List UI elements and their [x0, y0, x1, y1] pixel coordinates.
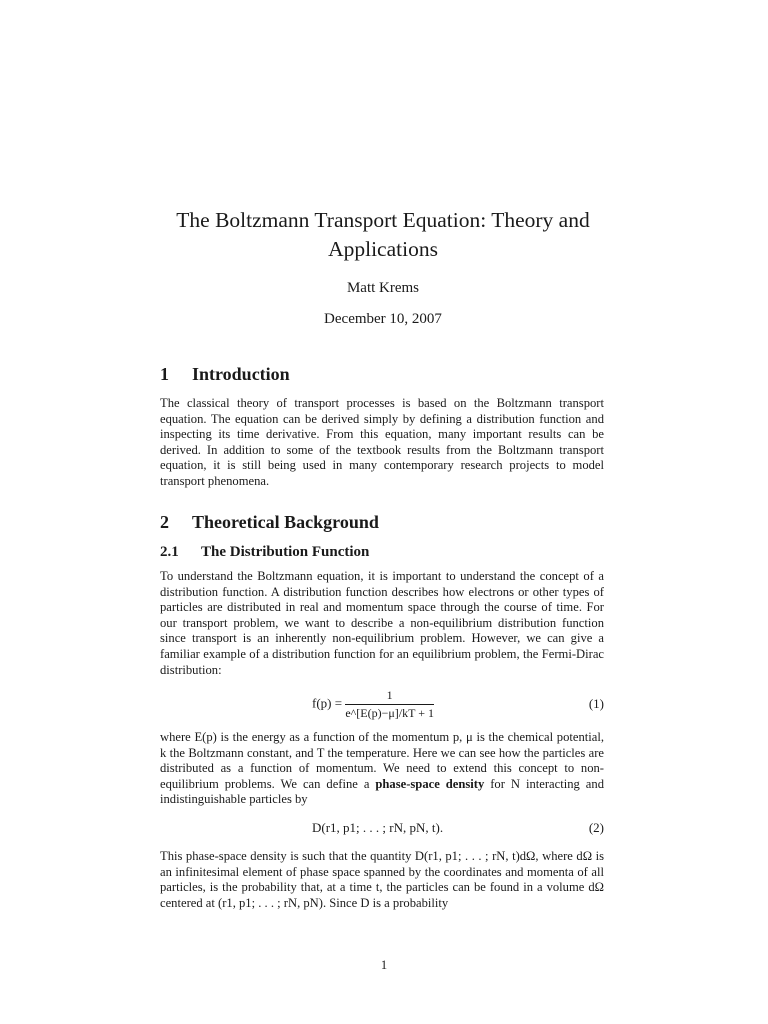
section-number: 2 — [160, 512, 169, 532]
publication-date: December 10, 2007 — [324, 311, 442, 327]
section-heading-theoretical-background — [160, 512, 379, 533]
paper-title: The Boltzmann Transport Equation: Theory and Applications — [176, 208, 590, 261]
equation-number: (2) — [588, 820, 604, 835]
section-number: 1 — [160, 364, 169, 384]
fraction-numerator: 1 — [345, 688, 434, 705]
author-name: Matt Krems — [346, 280, 420, 296]
fraction — [345, 688, 434, 721]
distribution-paragraph-3: This phase-space density is such that the quantity D(r1, p1; . . . ; rN, t)dΩ, where dΩ is an infinitesimal element of phase space spanned by the coordinates and momenta of all particles, is the probability that, at a time t, the particles can be found in a volume dΩ centered at (r1, p1; . . . ; rN, pN). Since D is a probability — [160, 849, 604, 910]
equation-1 — [160, 688, 604, 720]
phase-space-density-term: phase-space density — [375, 776, 485, 791]
equation-number: (1) — [588, 696, 604, 711]
paragraph-text: for N interacting and indistinguishable particles by — [160, 776, 604, 807]
equation-lhs: f(p) = — [312, 695, 343, 711]
subsection-title: The Distribution Function — [201, 544, 370, 560]
subsection-heading-distribution-function — [160, 544, 369, 561]
fermi-dirac-formula — [312, 688, 434, 721]
section-title: Introduction — [192, 364, 290, 384]
distribution-paragraph-2 — [160, 730, 604, 808]
phase-space-density-formula: D(r1, p1; . . . ; rN, pN, t). — [312, 820, 444, 835]
section-title: Theoretical Background — [192, 512, 379, 532]
distribution-paragraph-1: To understand the Boltzmann equation, it is important to understand the concept of a distribution function. A distribution function describes how electrons or other types of particles are distributed in real and momentum space through the course of time. For our transport problem, we want to describe a non-equilibrium distribution function since transport is an inherently non-equilibrium problem. However, we can give a familiar example of a distribution function for an equilibrium problem, the Fermi-Dirac distribution: — [160, 569, 604, 677]
equation-2 — [160, 820, 604, 838]
section-heading-introduction — [160, 364, 290, 385]
page-number: 1 — [380, 958, 388, 972]
subsection-number: 2.1 — [160, 544, 179, 560]
introduction-paragraph: The classical theory of transport processes is based on the Boltzmann transport equation. The equation can be derived simply by defining a distribution function and inspecting its time derivative. From this equation, many important results can be derived. In addition to some of the textbook results from the Boltzmann transport equation, it is still being used in many contemporary research projects to model transport phenomena. — [160, 396, 604, 488]
paragraph-text: where E(p) is the energy as a function of the momentum p, μ is the chemical potential, k the Boltzmann constant, and T the temperature. Here we can see how the particles are distributed as a function of momentum. We need to extend this concept to non-equilibrium problems. We can define a — [160, 730, 604, 791]
fraction-denominator: e^[E(p)−μ]/kT + 1 — [345, 706, 435, 720]
